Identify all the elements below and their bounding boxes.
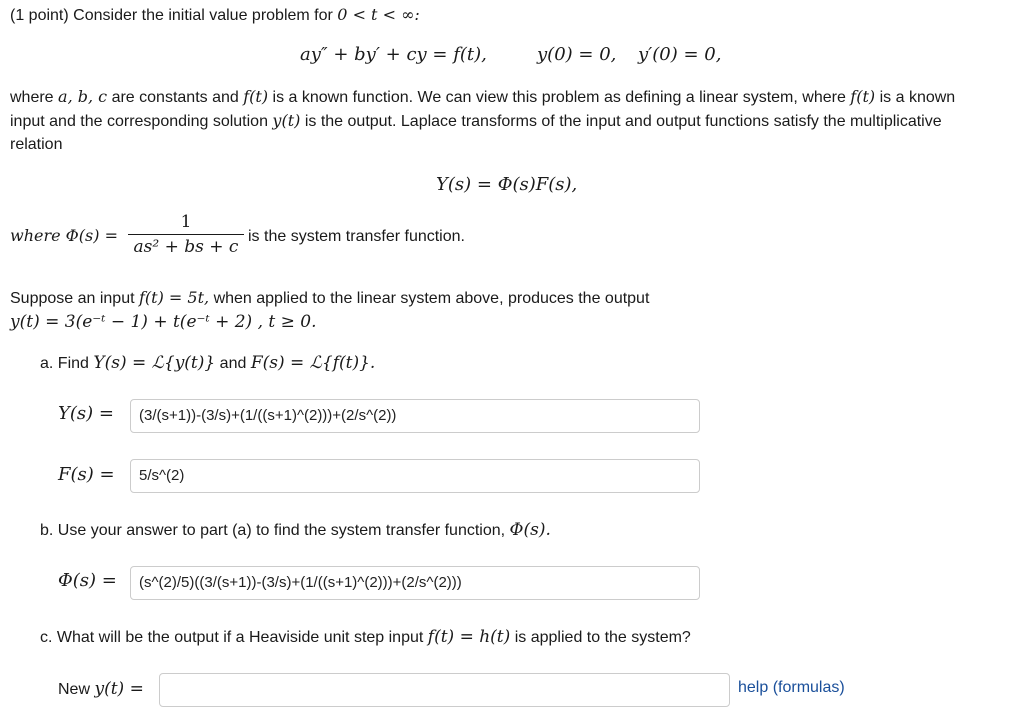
transfer-numerator: 1	[180, 212, 192, 232]
input-math: f(t) = 5t,	[139, 288, 210, 307]
transfer-where	[10, 226, 118, 246]
paragraph-line-1: where a, b, c are constants and f(t) is a known function. We can view this problem as defining a linear system, where f(t) is a known	[10, 87, 956, 106]
new-y-label: New y(t) =	[58, 679, 144, 699]
suppose-line: Suppose an input f(t) = 5t, when applied to the linear system above, produces the output	[10, 288, 650, 307]
initial-condition-2: y′(0) = 0,	[638, 44, 722, 65]
laplace-y-math: Y(s) = ℒ{y(t)}	[93, 353, 216, 373]
phi-math: Φ(s).	[509, 520, 551, 540]
Phi-answer-input[interactable]: (s^(2)/5)((3/(s+1))-(3/s)+(1/((s+1)^(2)))+(2/s^(2)))	[130, 566, 700, 600]
ode-equation	[300, 44, 487, 65]
points-label: (1 point)	[10, 7, 69, 24]
Y-answer-input[interactable]: (3/(s+1))-(3/s)+(1/((s+1)^(2)))+(2/s^(2))	[130, 399, 700, 433]
output-equation: y(t) = 3(e⁻ᵗ − 1) + t(e⁻ᵗ + 2) , t ≥ 0.	[10, 312, 317, 332]
Y-label: Y(s) =	[58, 403, 114, 424]
transfer-tail: is the system transfer function.	[248, 228, 465, 245]
transfer-denominator: as² + bs + c	[133, 237, 239, 257]
part-c-prompt: c. What will be the output if a Heaviside unit step input f(t) = h(t) is applied to the system?	[40, 627, 691, 647]
initial-condition-1: y(0) = 0,	[537, 44, 617, 65]
ode-text: ay″ + by′ + cy = f(t),	[300, 44, 487, 65]
part-a-prompt: a. Find Y(s) = ℒ{y(t)} and F(s) = ℒ{f(t)}.	[40, 353, 376, 373]
transfer-fraction	[128, 212, 244, 257]
heaviside-math: f(t) = h(t)	[427, 627, 511, 647]
fraction-bar	[128, 234, 244, 235]
interval-math: 0 < t < ∞:	[337, 5, 420, 24]
F-answer-input[interactable]: 5/s^(2)	[130, 459, 700, 493]
new-y-answer-input[interactable]	[159, 673, 730, 707]
Phi-label: Φ(s) =	[58, 570, 117, 591]
paragraph-line-2: input and the corresponding solution y(t) is the output. Laplace transforms of the input and output functions satisfy the multiplicative	[10, 111, 942, 130]
F-label: F(s) =	[58, 464, 115, 485]
help-formulas-link[interactable]: help (formulas)	[738, 679, 845, 696]
transfer-where-text: where Φ(s) =	[10, 226, 118, 245]
intro-text: Consider the initial value problem for	[73, 7, 333, 24]
paragraph-line-3: relation	[10, 136, 63, 153]
problem-header	[10, 3, 420, 28]
part-b-prompt: b. Use your answer to part (a) to find the system transfer function, Φ(s).	[40, 520, 551, 540]
relation-equation: Y(s) = Φ(s)F(s),	[436, 174, 578, 195]
help-formulas	[738, 679, 845, 697]
constants-math: a, b, c	[58, 87, 108, 106]
laplace-f-math: F(s) = ℒ{f(t)}.	[250, 353, 376, 373]
